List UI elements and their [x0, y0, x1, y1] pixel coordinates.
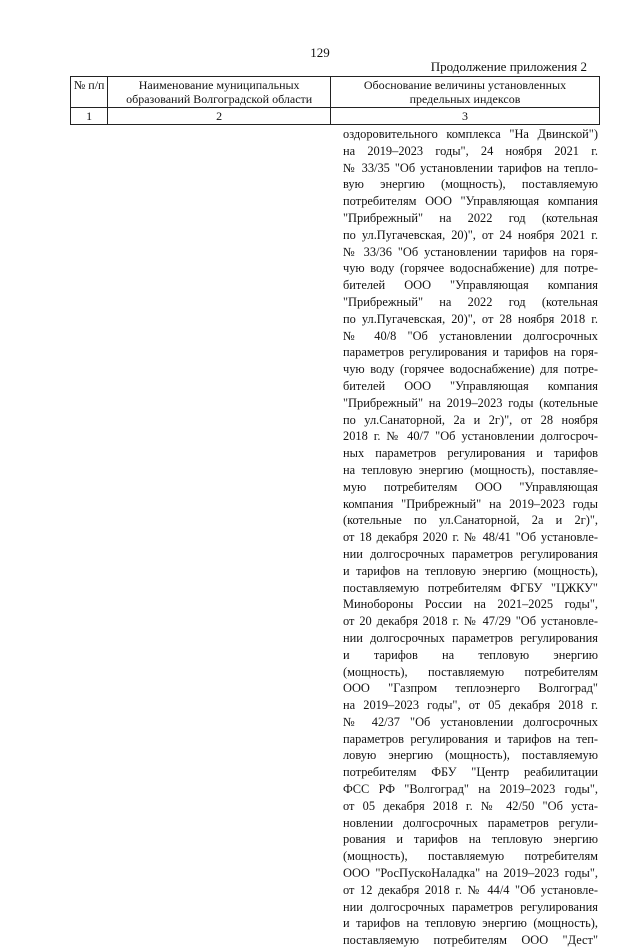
text-line: 2018 г. № 40/7 "Об установлении долгосроч-: [343, 429, 598, 444]
text-line: ООО "Газпром теплоэнерго Волгоград": [343, 681, 598, 696]
text-line: и тарифов на тепловую энергию (мощность),: [343, 916, 598, 931]
text-line: № 42/37 "Об установлении долгосрочных: [343, 714, 598, 729]
text-line: ловую энергию (мощность), поставляемую: [343, 748, 598, 763]
text-line: от 12 декабря 2018 г. № 44/4 "Об установле-: [343, 882, 598, 897]
justification-text: [343, 126, 598, 949]
text-line: Минобороны России на 2021–2025 годы",: [343, 597, 598, 612]
text-line: № 40/8 "Об установлении долгосрочных: [343, 328, 598, 343]
header-number: № п/п: [71, 77, 108, 108]
text-line: ФСС РФ "Волгоград" на 2019–2023 годы",: [343, 782, 598, 797]
table-column-numbers-row: [71, 108, 600, 125]
text-line: от 18 декабря 2020 г. № 48/41 "Об установле-: [343, 530, 598, 545]
text-line: от 20 декабря 2018 г. № 47/29 "Об установле-: [343, 614, 598, 629]
text-line: по ул.Пугачевская, 20)", от 24 ноября 2021 г.: [343, 227, 598, 242]
header-justification: Обоснование величины установленных предельных индексов: [330, 77, 599, 108]
appendix-label: Продолжение приложения 2: [430, 59, 587, 74]
text-line: № 33/36 "Об установлении тарифов на горя-: [343, 244, 598, 259]
text-line: по ул.Пугачевская, 20)", от 28 ноября 2018 г.: [343, 311, 598, 326]
text-line: бителей ООО "Управляющая компания: [343, 278, 598, 293]
text-line: на 2019–2023 годы", 24 ноября 2021 г.: [343, 143, 598, 158]
text-line: вую энергию (мощность), поставляемую: [343, 177, 598, 192]
text-line: "Прибрежный" на 2022 год (котельная: [343, 210, 598, 225]
text-line: параметров регулирования и тарифов на горя-: [343, 345, 598, 360]
text-line: чую воду (горячее водоснабжение) для потре-: [343, 261, 598, 276]
appendix-table: [70, 76, 600, 125]
table-header-row: [71, 77, 600, 108]
text-line: "Прибрежный" на 2019–2023 годы (котельные: [343, 395, 598, 410]
column-number-1: 1: [71, 108, 108, 125]
text-line: бителей ООО "Управляющая компания: [343, 378, 598, 393]
text-line: поставляемую потребителям ФГБУ "ЦЖКУ": [343, 580, 598, 595]
text-line: № 33/35 "Об установлении тарифов на тепло-: [343, 160, 598, 175]
text-line: (мощность), поставляемую потребителям: [343, 849, 598, 864]
text-line: "Прибрежный" на 2022 год (котельная: [343, 294, 598, 309]
text-line: и тарифов на тепловую энергию: [343, 647, 598, 662]
header-municipality: Наименование муниципальных образований Волгоградской области: [108, 77, 331, 108]
text-line: параметров регулирования и тарифов на теп-: [343, 731, 598, 746]
text-line: потребителям ООО "Управляющая компания: [343, 194, 598, 209]
column-number-3: 3: [330, 108, 599, 125]
text-line: ных параметров регулирования и тарифов: [343, 446, 598, 461]
text-line: оздоровительного комплекса "На Двинской"): [343, 127, 598, 141]
text-line: новлении долгосрочных параметров регули-: [343, 815, 598, 830]
text-line: рования и тарифов на тепловую энергию: [343, 832, 598, 847]
page-number: 129: [310, 45, 330, 60]
text-line: (котельные по ул.Санаторной, 2а и 2г)",: [343, 513, 598, 528]
text-line: по ул.Санаторной, 2а и 2г)", от 28 ноября: [343, 412, 598, 427]
text-line: (мощность), поставляемую потребителям: [343, 664, 598, 679]
text-line: на тепловую энергию (мощность), поставляе-: [343, 462, 598, 477]
text-line: от 05 декабря 2018 г. № 42/50 "Об уста-: [343, 798, 598, 813]
column-number-2: 2: [108, 108, 331, 125]
text-line: потребителям ФБУ "Центр реабилитации: [343, 765, 598, 780]
text-line: нии долгосрочных параметров регулирования: [343, 630, 598, 645]
text-line: чую воду (горячее водоснабжение) для потре-: [343, 362, 598, 377]
text-line: поставляемую потребителям ООО "Дест": [343, 933, 598, 948]
text-line: нии долгосрочных параметров регулирования: [343, 899, 598, 914]
text-line: мую потребителям ООО "Управляющая: [343, 479, 598, 494]
text-line: и тарифов на тепловую энергию (мощность),: [343, 563, 598, 578]
text-line: компания "Прибрежный" на 2019–2023 годы: [343, 496, 598, 511]
text-line: ООО "РосПускоНаладка" на 2019–2023 годы",: [343, 866, 598, 881]
text-line: нии долгосрочных параметров регулирования: [343, 546, 598, 561]
text-line: на 2019–2023 годы", от 05 декабря 2018 г.: [343, 698, 598, 713]
